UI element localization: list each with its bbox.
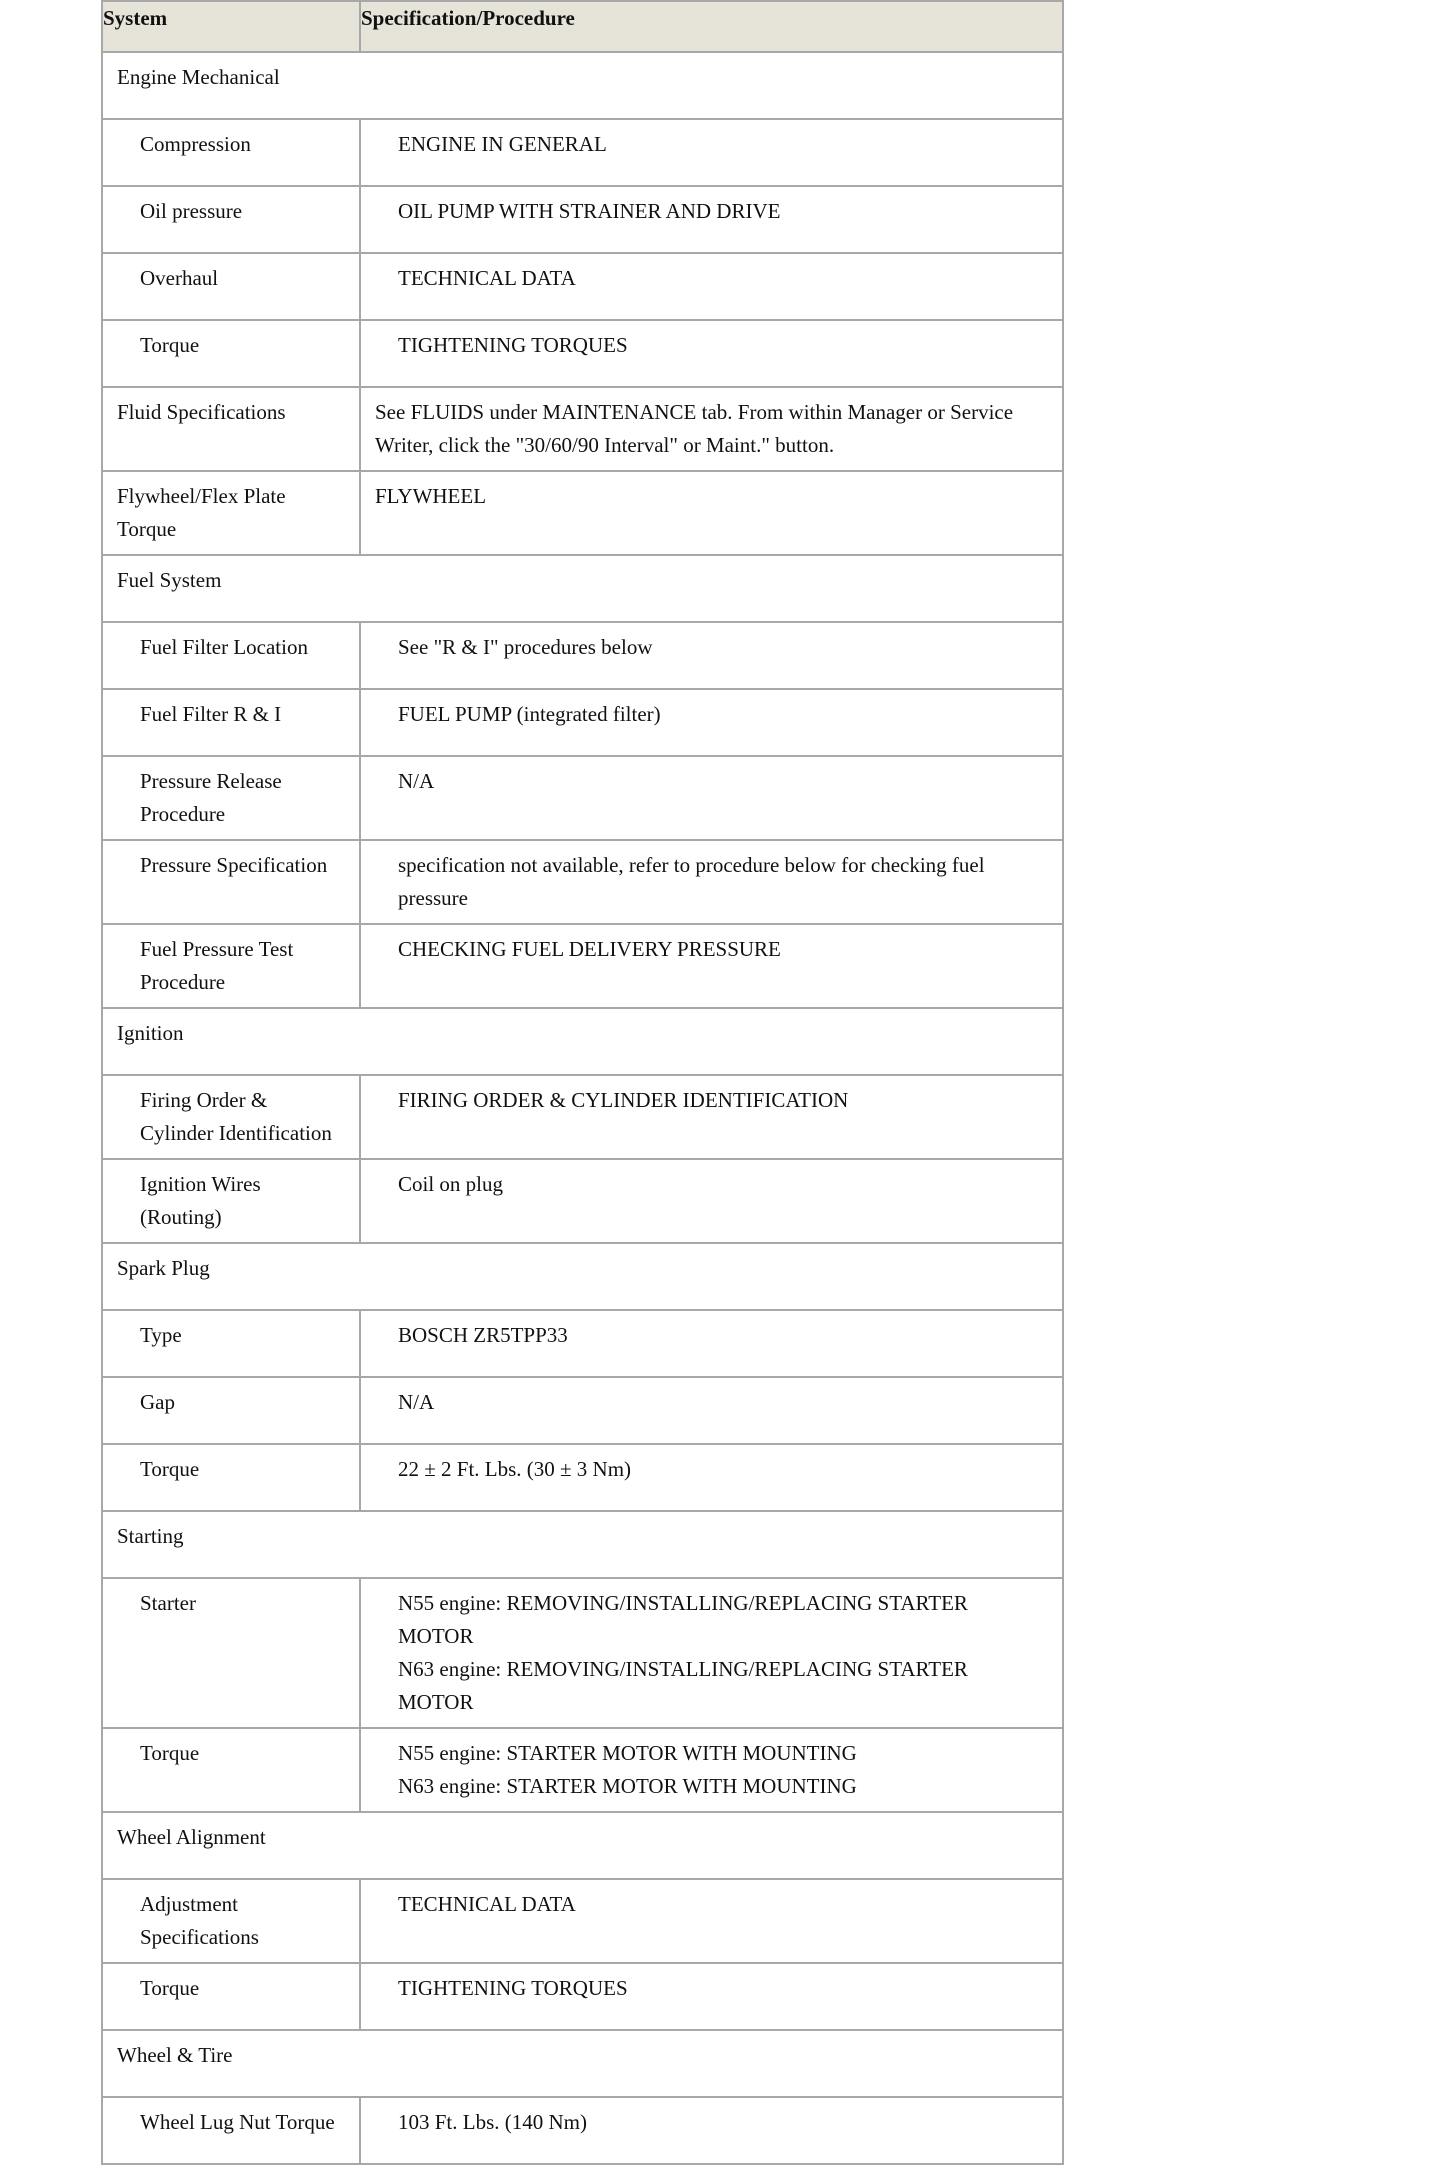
system-cell: Oil pressure <box>102 186 360 253</box>
table-header-row <box>102 1 1063 52</box>
section-row <box>102 1243 1063 1310</box>
section-row <box>102 1008 1063 1075</box>
table-row <box>102 1377 1063 1444</box>
system-cell: Pressure Specification <box>102 840 360 924</box>
table-row <box>102 1444 1063 1511</box>
system-cell: Wheel Lug Nut Torque <box>102 2097 360 2164</box>
system-cell: Torque <box>102 1728 360 1812</box>
system-cell: Flywheel/Flex Plate Torque <box>102 471 360 555</box>
specification-line: OIL PUMP WITH STRAINER AND DRIVE <box>398 199 781 223</box>
specification-cell <box>360 471 1063 555</box>
specification-cell <box>360 1444 1063 1511</box>
specification-line: FIRING ORDER & CYLINDER IDENTIFICATION <box>398 1088 849 1112</box>
table-row <box>102 924 1063 1008</box>
specification-cell <box>360 186 1063 253</box>
spec-table <box>101 0 1064 2165</box>
system-cell: Torque <box>102 1963 360 2030</box>
specification-line: N63 engine: STARTER MOTOR WITH MOUNTING <box>398 1774 857 1798</box>
table-row <box>102 1578 1063 1728</box>
system-cell: Overhaul <box>102 253 360 320</box>
system-cell: Fuel Filter Location <box>102 622 360 689</box>
section-row <box>102 2030 1063 2097</box>
section-label: Wheel & Tire <box>102 2030 1063 2097</box>
system-cell: Fluid Specifications <box>102 387 360 471</box>
specification-line: N55 engine: STARTER MOTOR WITH MOUNTING <box>398 1741 857 1765</box>
table-row <box>102 1310 1063 1377</box>
table-row <box>102 1075 1063 1159</box>
specification-cell <box>360 119 1063 186</box>
specification-line: TECHNICAL DATA <box>398 266 576 290</box>
table-row <box>102 119 1063 186</box>
specification-line: TIGHTENING TORQUES <box>398 333 628 357</box>
section-label: Spark Plug <box>102 1243 1063 1310</box>
table-row <box>102 1963 1063 2030</box>
table-row <box>102 471 1063 555</box>
specification-line: 22 ± 2 Ft. Lbs. (30 ± 3 Nm) <box>398 1457 632 1481</box>
section-label: Engine Mechanical <box>102 52 1063 119</box>
section-label: Ignition <box>102 1008 1063 1075</box>
specification-cell <box>360 1963 1063 2030</box>
specification-line: CHECKING FUEL DELIVERY PRESSURE <box>398 937 781 961</box>
specification-cell <box>360 840 1063 924</box>
specification-line: N55 engine: REMOVING/INSTALLING/REPLACING STARTER MOTOR <box>398 1591 968 1648</box>
specification-cell <box>360 387 1063 471</box>
table-row <box>102 756 1063 840</box>
specification-cell <box>360 689 1063 756</box>
specification-cell <box>360 1310 1063 1377</box>
header-system: System <box>102 1 360 52</box>
specification-cell <box>360 1377 1063 1444</box>
specification-cell <box>360 1578 1063 1728</box>
specification-cell <box>360 622 1063 689</box>
specification-cell <box>360 924 1063 1008</box>
section-row <box>102 1511 1063 1578</box>
system-cell: Gap <box>102 1377 360 1444</box>
table-row <box>102 840 1063 924</box>
specification-line: FLYWHEEL <box>375 484 487 508</box>
table-row <box>102 689 1063 756</box>
section-label: Starting <box>102 1511 1063 1578</box>
table-row <box>102 1159 1063 1243</box>
table-row <box>102 186 1063 253</box>
section-label: Fuel System <box>102 555 1063 622</box>
specification-line: BOSCH ZR5TPP33 <box>398 1323 568 1347</box>
table-row <box>102 2097 1063 2164</box>
section-row <box>102 1812 1063 1879</box>
header-specification: Specification/Procedure <box>360 1 1063 52</box>
system-cell: Firing Order & Cylinder Identification <box>102 1075 360 1159</box>
specification-line: 103 Ft. Lbs. (140 Nm) <box>398 2110 587 2134</box>
table-row <box>102 387 1063 471</box>
section-row <box>102 52 1063 119</box>
table-row <box>102 1728 1063 1812</box>
system-cell: Pressure Release Procedure <box>102 756 360 840</box>
specification-line: See FLUIDS under MAINTENANCE tab. From within Manager or Service Writer, click the "30/60/90 Interval" or Maint." button. <box>375 400 1014 457</box>
specification-line: See "R & I" procedures below <box>398 635 653 659</box>
specification-line: N/A <box>398 1390 435 1414</box>
specification-cell <box>360 320 1063 387</box>
specification-line: FUEL PUMP (integrated filter) <box>398 702 661 726</box>
system-cell: Compression <box>102 119 360 186</box>
specification-line: TIGHTENING TORQUES <box>398 1976 628 2000</box>
section-row <box>102 555 1063 622</box>
specification-line: TECHNICAL DATA <box>398 1892 576 1916</box>
specification-line: Coil on plug <box>398 1172 504 1196</box>
specification-line: N63 engine: REMOVING/INSTALLING/REPLACING STARTER MOTOR <box>398 1657 968 1714</box>
system-cell: Torque <box>102 1444 360 1511</box>
specification-line: N/A <box>398 769 435 793</box>
system-cell: Type <box>102 1310 360 1377</box>
specification-cell <box>360 253 1063 320</box>
system-cell: Torque <box>102 320 360 387</box>
table-body <box>102 52 1063 2164</box>
system-cell: Fuel Filter R & I <box>102 689 360 756</box>
table-row <box>102 1879 1063 1963</box>
system-cell: Adjustment Specifications <box>102 1879 360 1963</box>
specification-cell <box>360 1879 1063 1963</box>
specification-cell <box>360 1075 1063 1159</box>
table-row <box>102 253 1063 320</box>
specification-line: specification not available, refer to procedure below for checking fuel pressure <box>398 853 985 910</box>
specification-line: ENGINE IN GENERAL <box>398 132 607 156</box>
section-label: Wheel Alignment <box>102 1812 1063 1879</box>
table-row <box>102 622 1063 689</box>
specification-cell <box>360 2097 1063 2164</box>
system-cell: Fuel Pressure Test Procedure <box>102 924 360 1008</box>
specification-cell <box>360 756 1063 840</box>
system-cell: Starter <box>102 1578 360 1728</box>
system-cell: Ignition Wires (Routing) <box>102 1159 360 1243</box>
table-row <box>102 320 1063 387</box>
specification-cell <box>360 1728 1063 1812</box>
specification-cell <box>360 1159 1063 1243</box>
